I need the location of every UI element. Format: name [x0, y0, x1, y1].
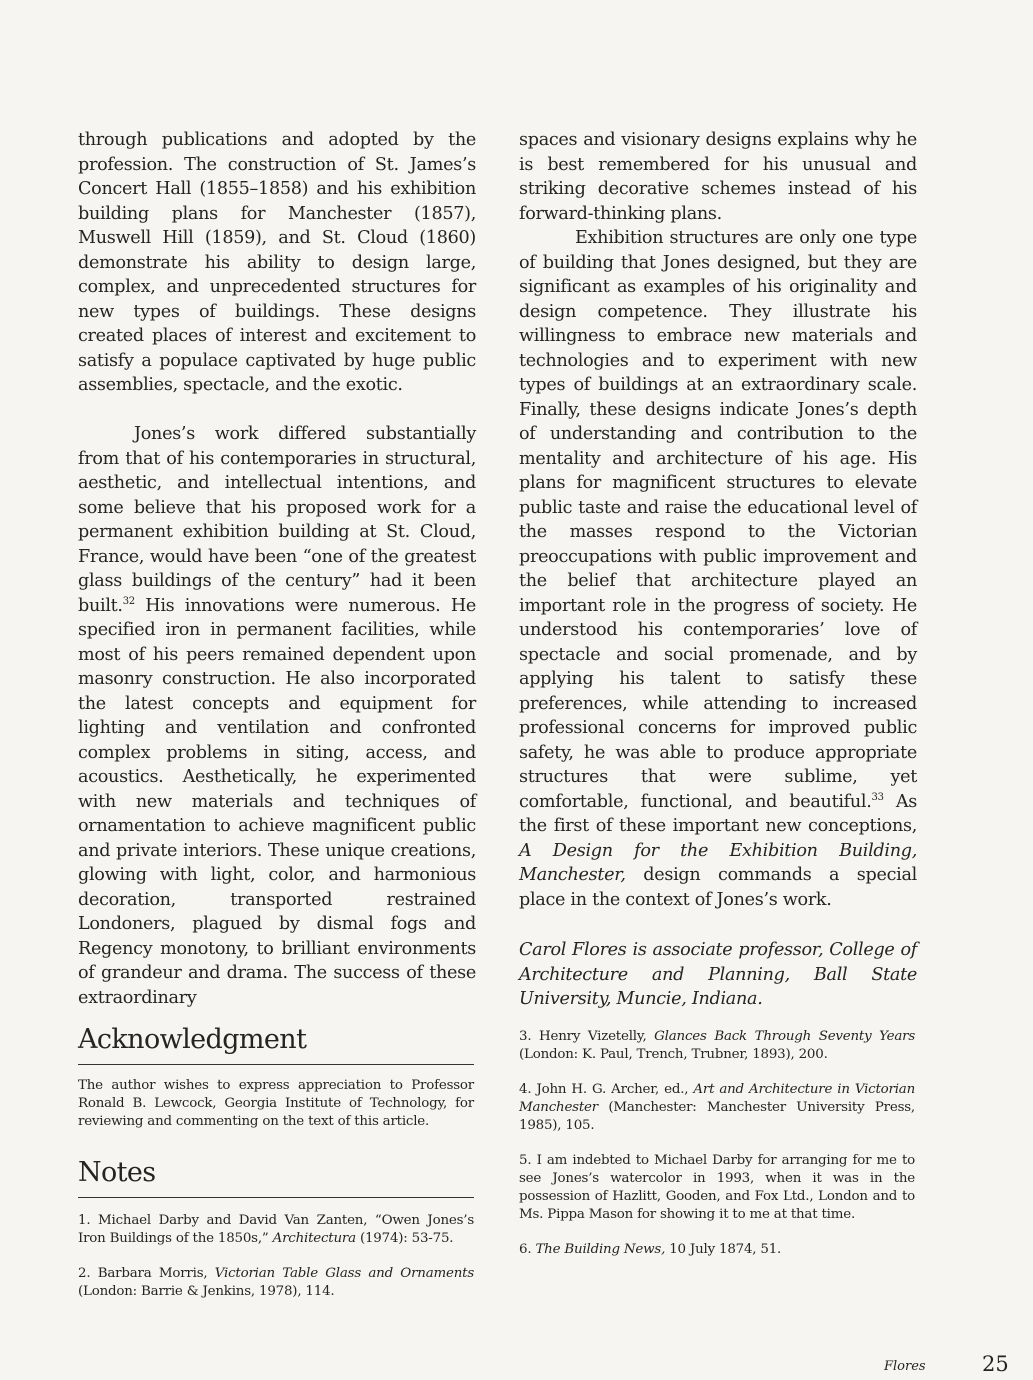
body-paragraph: [78, 422, 476, 1010]
note-text: 10 July 1874, 51.: [665, 1242, 782, 1257]
author-bio: Carol Flores is associate professor, College of Architecture and Planning, Ball State University, Muncie, Indiana.: [519, 940, 917, 1009]
footnote-ref: 32: [122, 595, 135, 607]
notes-heading: Notes: [78, 1157, 474, 1198]
note-item: [519, 1241, 915, 1259]
note-text: (Manchester: Manchester University Press, 1985), 105.: [519, 1100, 915, 1133]
body-paragraph: spaces and visionary designs explains why he is best remembered for his unusual and striking decorative schemes instead of his forward-thinking plans.: [519, 130, 917, 224]
note-item: [78, 1265, 474, 1301]
body-paragraph: [519, 226, 917, 912]
note-title: Architectura: [272, 1231, 356, 1246]
italic-title: A Design for the Exhibition Building, Manchester,: [519, 840, 917, 885]
paragraph-text: Exhibition structures are only one type of building that Jones designed, but they are significant as examples of his originality and design competence. They illustrate his willingness to embrace new materials and technologies and to experiment with new types of buildings at an extraordinary scale. Finally, these designs indicate Jones’s depth of understanding and contribution to the mentality and architecture of his age. His plans for magnificent structures to elevate public taste and raise the educational level of the masses respond to the Victorian preoccupations with public improvement and the belief that architecture played an important role in the progress of society. He understood his contemporaries’ love of spectacle and social promenade, and by applying his talent to satisfy these preferences, while attending to increased professional concerns for improved public safety, he was able to produce appropriate structures that were sublime, yet comfortable, functional, and beautiful.: [519, 228, 917, 812]
note-text: (London: Barrie & Jenkins, 1978), 114.: [78, 1284, 335, 1299]
acknowledgment-text: The author wishes to express appreciation to Professor Ronald B. Lewcock, Georgia Institute of Technology, for reviewing and commenting on the text of this article.: [78, 1078, 474, 1129]
note-item: [78, 1212, 474, 1248]
back-matter-right: [519, 1024, 915, 1259]
note-title: Victorian Table Glass and Ornaments: [214, 1266, 474, 1281]
paragraph-text: design commands a special place in the context of Jones’s work.: [519, 865, 917, 910]
body-column-right: [519, 128, 917, 1012]
acknowledgment-heading: Acknowledgment: [78, 1024, 474, 1065]
note-text: 3. Henry Vizetelly,: [519, 1029, 655, 1044]
footnote-ref: 33: [871, 791, 884, 803]
note-title: The Building News,: [535, 1242, 666, 1257]
note-text: (London: K. Paul, Trench, Trubner, 1893), 200.: [519, 1047, 828, 1062]
paragraph-text: His innovations were numerous. He specified iron in permanent facilities, while most of his peers remained dependent upon masonry construction. He also incorporated the latest concepts and equipment for lighting and ventilation and confronted complex problems in siting, access, and acoustics. Aesthetically, he experimented with new materials and techniques of ornamentation to achieve magnificent public and private interiors. These unique creations, glowing with light, color, and harmonious decoration, transported restrained Londoners, plagued by dismal fogs and Regency monotony, to brilliant environments of grandeur and drama. The success of these extraordinary: [78, 595, 476, 1008]
note-text: (1974): 53-75.: [355, 1231, 454, 1246]
body-column-left: [78, 128, 476, 1010]
note-item: [519, 1028, 915, 1064]
note-text: 1. Michael Darby and David Van Zanten, “Owen Jones’s Iron Buildings of the 1850s,”: [78, 1213, 474, 1246]
paragraph-text: Jones’s work differed substantially from that of his contemporaries in structural, aesthetic, and intellectual intentions, and some believe that his proposed work for a permanent exhibition building at St. Cloud, France, would have been “one of the greatest glass buildings of the century” had it been built.: [78, 424, 476, 616]
note-item: [519, 1152, 915, 1224]
note-title: Glances Back Through Seventy Years: [654, 1029, 915, 1044]
note-text: 6.: [519, 1242, 536, 1257]
body-paragraph: through publications and adopted by the profession. The construction of St. James’s Concert Hall (1855–1858) and his exhibition building plans for Manchester (1857), Muswell Hill (1859), and St. Cloud (1860) demonstrate his ability to design large, complex, and unprecedented structures for new types of buildings. These designs created places of interest and excitement to satisfy a populace captivated by huge public assemblies, spectacle, and the exotic.: [78, 130, 476, 395]
note-text: 4. John H. G. Archer, ed.,: [519, 1082, 694, 1097]
page-number: 25: [982, 1352, 1009, 1376]
back-matter-left: [78, 1024, 474, 1301]
note-title: Art and Architecture in Victorian Manchester: [519, 1082, 915, 1115]
note-text: 2. Barbara Morris,: [78, 1266, 215, 1281]
note-item: [519, 1081, 915, 1135]
running-head: Flores: [884, 1359, 926, 1374]
note-text: 5. I am indebted to Michael Darby for arranging for me to see Jones’s watercolor in 1993, when it was in the possession of Hazlitt, Gooden, and Fox Ltd., London and to Ms. Pippa Mason for showing it to me at that time.: [519, 1153, 915, 1222]
paragraph-text: As the first of these important new conceptions,: [519, 791, 917, 836]
